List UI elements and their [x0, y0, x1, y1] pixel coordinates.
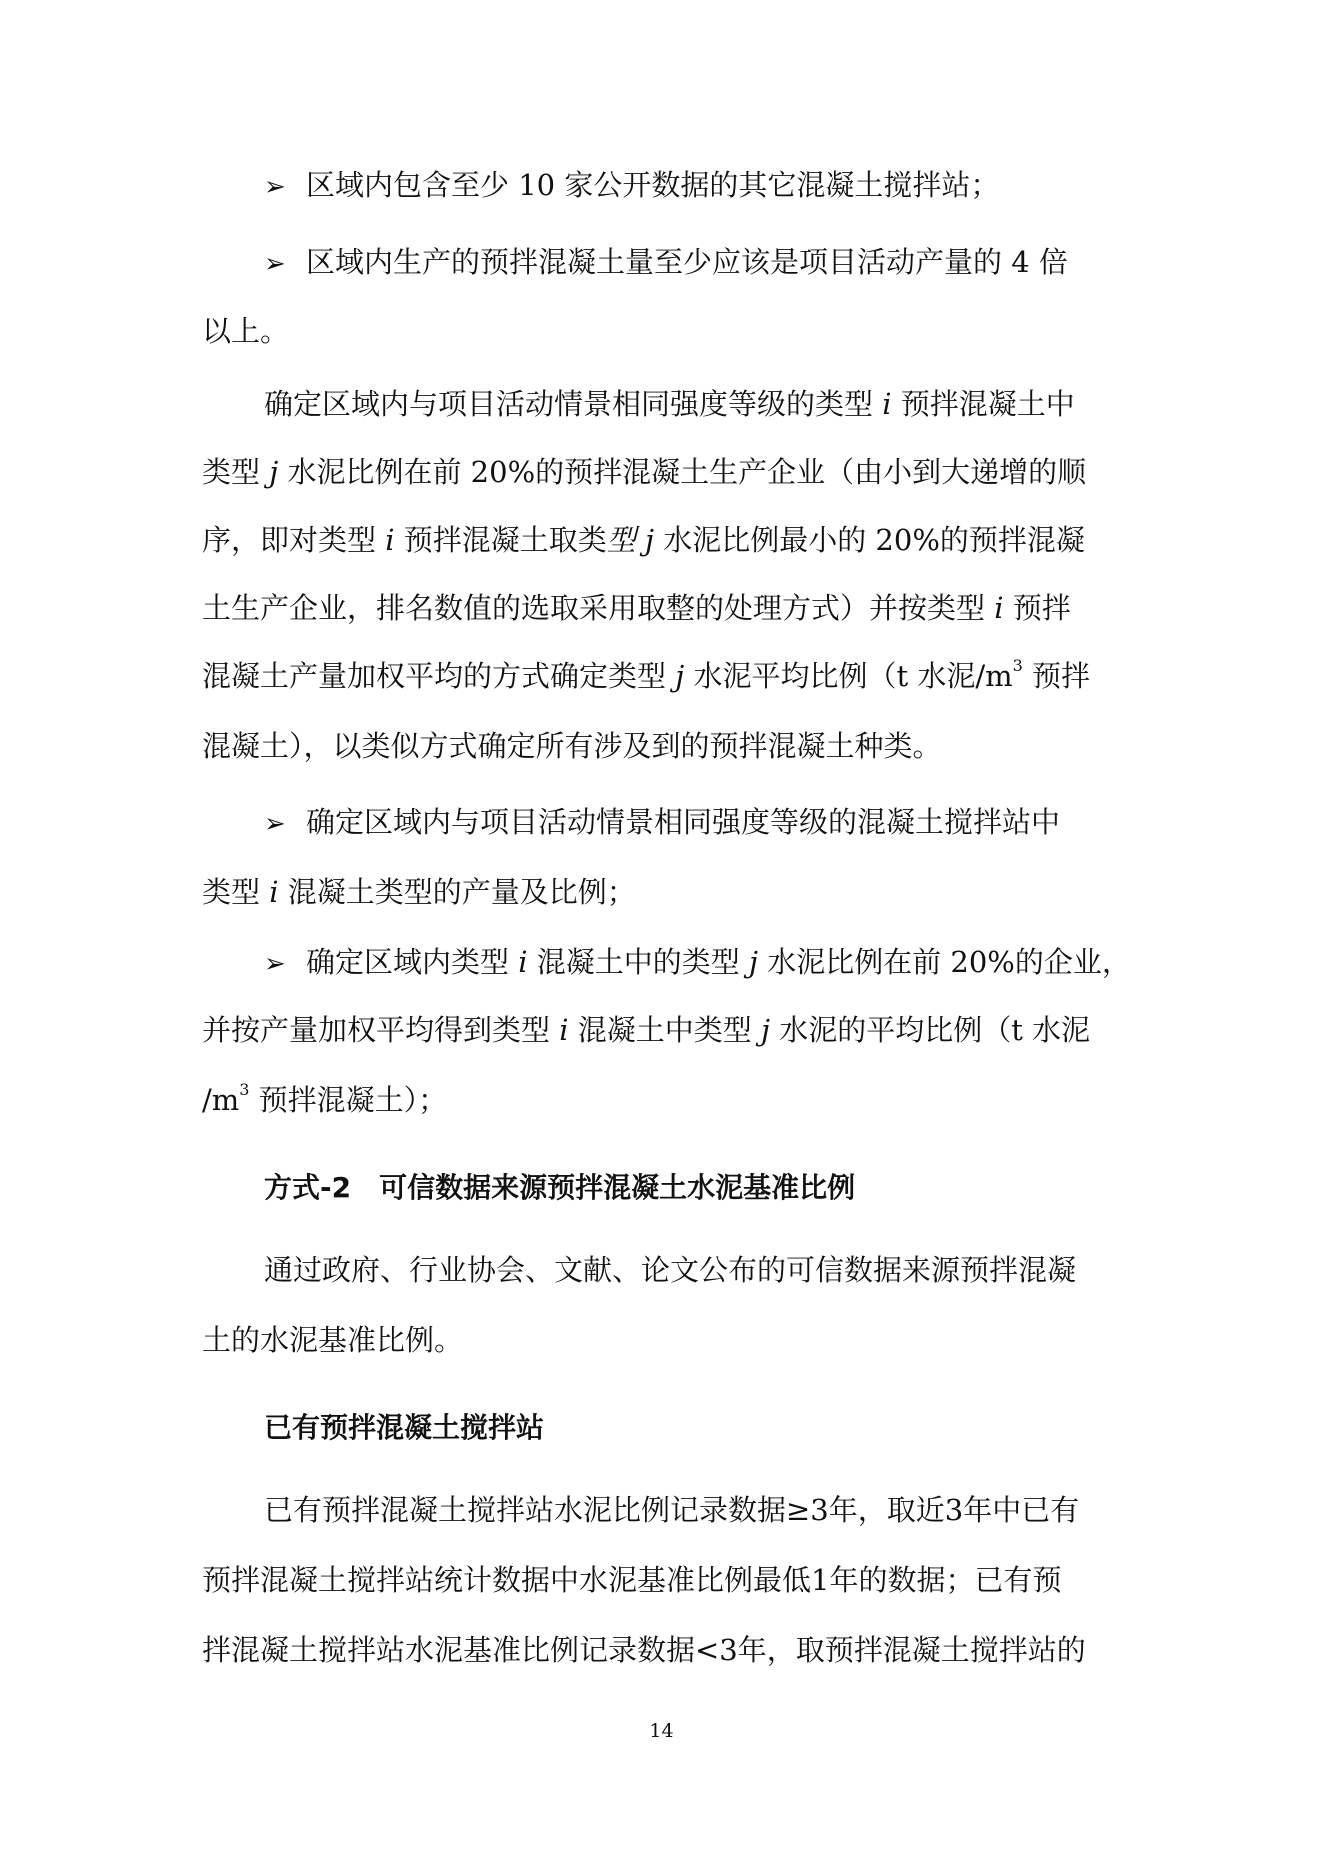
var-i: i — [260, 875, 288, 909]
text: 预拌混凝土取类 — [403, 523, 607, 557]
paragraph-line — [202, 588, 1132, 628]
bullet-item-2-cont — [202, 311, 1132, 351]
text: 预拌 — [1022, 659, 1091, 693]
paragraph-line — [202, 656, 1132, 696]
paragraph-line: 通过政府、行业协会、文献、论文公布的可信数据来源预拌混凝 — [264, 1253, 1077, 1287]
bullet-item-3 — [264, 802, 1132, 844]
text: 混凝土类型的产量及比例； — [287, 875, 636, 909]
text: /m — [202, 1083, 240, 1117]
text: 区域内包含至少 10 家公开数据的其它混凝土搅拌站； — [306, 168, 1000, 202]
var-i: i — [873, 387, 901, 421]
superscript: 3 — [239, 1080, 250, 1100]
var-i: i — [985, 591, 1013, 625]
text: 确定区域内与项目活动情景相同强度等级的混凝土搅拌站中 — [306, 805, 1061, 839]
bullet-item-2 — [264, 242, 1132, 284]
paragraph-line: 土的水泥基准比例。 — [202, 1323, 464, 1357]
paragraph-line: 拌混凝土搅拌站水泥基准比例记录数据<3年，取预拌混凝土搅拌站的 — [202, 1633, 1086, 1667]
var-j: j — [635, 523, 664, 557]
paragraph-line: 已有预拌混凝土搅拌站水泥比例记录数据≥3年，取近3年中已有 — [264, 1493, 1080, 1527]
section-heading: 方式-2 可信数据来源预拌混凝土水泥基准比例 — [264, 1171, 856, 1204]
text: 区域内生产的预拌混凝土量至少应该是项目活动产量的 4 倍 — [306, 245, 1068, 279]
paragraph-line — [202, 726, 1132, 766]
bullet-item-1 — [264, 165, 1132, 207]
var-i: i — [376, 523, 404, 557]
var-j: j — [666, 659, 694, 693]
paragraph-line — [264, 384, 1132, 424]
bullet-item-4-cont — [202, 1010, 1132, 1050]
var-j: j — [739, 945, 768, 979]
var-j: j — [751, 1013, 780, 1047]
text: 水泥比例最小的 20%的预拌混凝 — [663, 523, 1085, 557]
text-italic: 型 — [606, 523, 636, 557]
text: 混凝土中的类型 — [536, 945, 740, 979]
text: 水泥平均比例（t 水泥/m — [693, 659, 1013, 693]
section-heading: 已有预拌混凝土搅拌站 — [264, 1411, 545, 1444]
text: 确定区域内类型 — [306, 945, 510, 979]
text: 预拌 — [1012, 591, 1071, 625]
text: 水泥比例在前 20%的预拌混凝土生产企业（由小到大递增的顺 — [287, 455, 1087, 489]
arrow-bullet-icon: ➢ — [264, 249, 286, 279]
text: 以上。 — [202, 314, 290, 348]
text: 水泥的平均比例（t 水泥 — [779, 1013, 1091, 1047]
text: 类型 — [202, 455, 261, 489]
text: 预拌混凝土）； — [249, 1083, 448, 1117]
bullet-item-4-cont — [202, 1080, 1132, 1120]
arrow-bullet-icon: ➢ — [264, 809, 286, 839]
paragraph-line — [202, 520, 1132, 560]
text: 序，即对类型 — [202, 523, 377, 557]
var-i: i — [550, 1013, 578, 1047]
text: 混凝土产量加权平均的方式确定类型 — [202, 659, 667, 693]
text: 水泥比例在前 20%的企业， — [767, 945, 1131, 979]
superscript: 3 — [1012, 656, 1023, 676]
text: 类型 — [202, 875, 261, 909]
page-number: 14 — [649, 1720, 674, 1742]
text: 预拌混凝土中 — [900, 387, 1075, 421]
paragraph-line — [202, 452, 1132, 492]
bullet-item-4 — [264, 942, 1132, 984]
arrow-bullet-icon: ➢ — [264, 172, 286, 202]
bullet-item-3-cont — [202, 872, 1132, 912]
arrow-bullet-icon: ➢ — [264, 949, 286, 979]
paragraph-line: 预拌混凝土搅拌站统计数据中水泥基准比例最低1年的数据；已有预 — [202, 1563, 1062, 1597]
text: 混凝土中类型 — [577, 1013, 752, 1047]
var-j: j — [260, 455, 288, 489]
var-i: i — [509, 945, 537, 979]
text: 混凝土），以类似方式确定所有涉及到的预拌混凝土种类。 — [202, 729, 942, 763]
text: 土生产企业，排名数值的选取采用取整的处理方式）并按类型 — [202, 591, 986, 625]
text: 并按产量加权平均得到类型 — [202, 1013, 551, 1047]
text: 确定区域内与项目活动情景相同强度等级的类型 — [264, 387, 874, 421]
